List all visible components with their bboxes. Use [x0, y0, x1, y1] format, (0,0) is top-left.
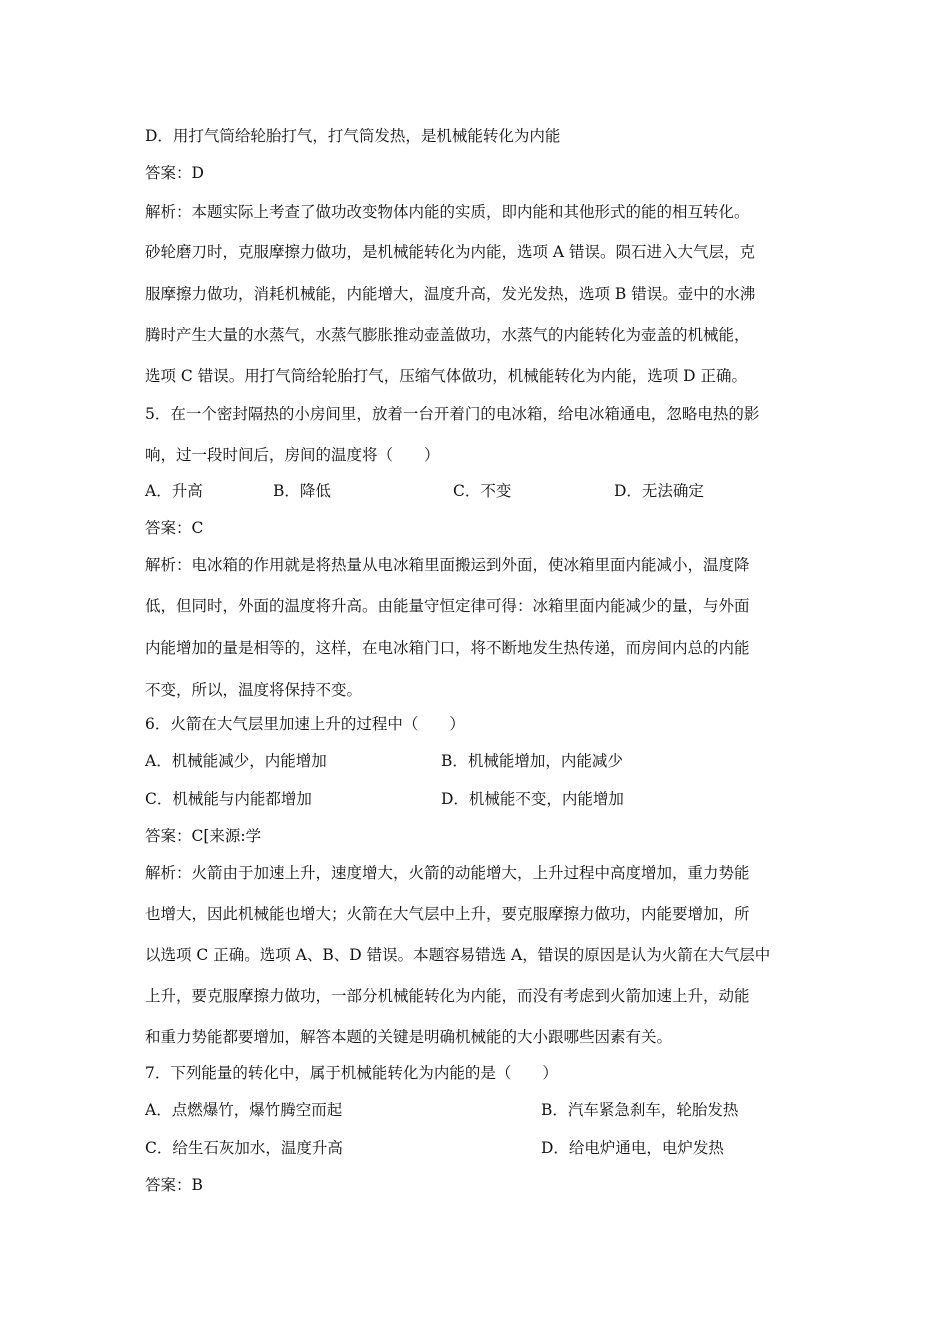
q6-analysis-line: 上升，要克服摩擦力做功，一部分机械能转化为内能，而没有考虑到火箭加速上升，动能 [145, 987, 750, 1005]
q7-option-a: A．点燃爆竹，爆竹腾空而起 [145, 1101, 343, 1119]
q7-stem: 7．下列能量的转化中，属于机械能转化为内能的是（ ） [145, 1064, 558, 1082]
q5-analysis-line: 低，但同时，外面的温度将升高。由能量守恒定律可得：冰箱里面内能减少的量，与外面 [145, 597, 750, 615]
q5-analysis-line: 内能增加的量是相等的，这样，在电冰箱门口，将不断地发生热传递，而房间内总的内能 [145, 639, 750, 657]
q7-option-c: C．给生石灰加水，温度升高 [145, 1139, 343, 1157]
q5-answer: 答案：C [145, 519, 204, 537]
q7-option-b: B．汽车紧急刹车，轮胎发热 [541, 1101, 739, 1119]
q5-analysis-line: 解析：电冰箱的作用就是将热量从电冰箱里面搬运到外面，使冰箱里面内能减小，温度降 [145, 556, 750, 574]
q6-option-a: A．机械能减少，内能增加 [145, 752, 327, 770]
q4-analysis-line: 服摩擦力做功，消耗机械能，内能增大，温度升高，发光发热，选项 B 错误。壶中的水沸 [145, 285, 756, 303]
q6-analysis-line: 和重力势能都要增加，解答本题的关键是明确机械能的大小跟哪些因素有关。 [145, 1028, 673, 1046]
q6-analysis-line: 也增大，因此机械能也增大；火箭在大气层中上升，要克服摩擦力做功，内能要增加，所 [145, 905, 750, 923]
q6-analysis-line: 以选项 C 正确。选项 A、B、D 错误。本题容易错选 A，错误的原因是认为火箭在大气层中 [145, 946, 771, 964]
q6-answer: 答案：C[来源:学 [145, 827, 262, 845]
q4-analysis-line: 砂轮磨刀时，克服摩擦力做功，是机械能转化为内能，选项 A 错误。陨石进入大气层，克 [145, 243, 756, 261]
q5-option-d: D．无法确定 [614, 482, 704, 500]
q7-option-d: D．给电炉通电，电炉发热 [541, 1139, 724, 1157]
q6-option-d: D．机械能不变，内能增加 [441, 790, 624, 808]
q6-option-c: C．机械能与内能都增加 [145, 790, 312, 808]
q4-option-d: D．用打气筒给轮胎打气，打气筒发热，是机械能转化为内能 [145, 127, 561, 145]
q4-answer: 答案：D [145, 164, 204, 182]
q7-answer: 答案：B [145, 1176, 203, 1194]
q4-analysis-line: 选项 C 错误。用打气筒给轮胎打气，压缩气体做功，机械能转化为内能，选项 D 正确。 [145, 367, 747, 385]
q6-stem: 6．火箭在大气层里加速上升的过程中（ ） [145, 715, 465, 733]
q4-analysis-line: 解析：本题实际上考查了做功改变物体内能的实质，即内能和其他形式的能的相互转化。 [145, 203, 750, 221]
q5-stem-line: 5．在一个密封隔热的小房间里，放着一台开着门的电冰箱，给电冰箱通电，忽略电热的影 [145, 405, 760, 423]
q6-analysis-line: 解析：火箭由于加速上升，速度增大，火箭的动能增大，上升过程中高度增加，重力势能 [145, 864, 750, 882]
q5-option-c: C．不变 [453, 482, 512, 500]
q5-option-a: A．升高 [145, 482, 203, 500]
q6-option-b: B．机械能增加，内能减少 [441, 752, 623, 770]
q5-analysis-line: 不变，所以，温度将保持不变。 [145, 681, 363, 699]
q5-stem-line: 响，过一段时间后，房间的温度将（ ） [145, 446, 440, 464]
q5-option-b: B．降低 [273, 482, 331, 500]
q4-analysis-line: 腾时产生大量的水蒸气，水蒸气膨胀推动壶盖做功，水蒸气的内能转化为壶盖的机械能， [145, 326, 750, 344]
